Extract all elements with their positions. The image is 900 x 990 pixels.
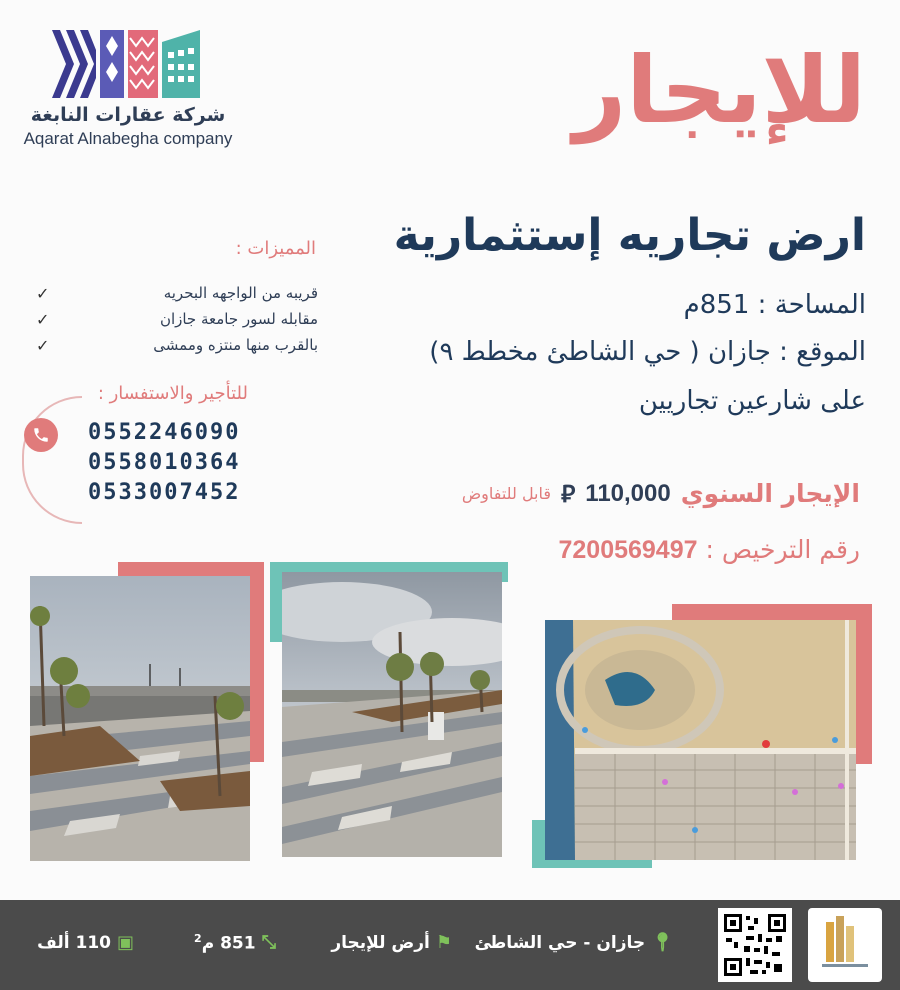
list-item: ✓ مقابله لسور جامعة جازان — [28, 306, 318, 332]
license-number: 7200569497 — [558, 536, 698, 564]
features-title: المميزات : — [235, 238, 316, 259]
map-pin-icon — [762, 740, 770, 748]
area-resize-icon: ⤡ — [261, 932, 276, 954]
negotiable-text: قابل للتفاوض — [461, 484, 552, 503]
check-icon: ✓ — [36, 309, 50, 329]
wallet-icon: ▣ — [116, 932, 134, 953]
license-line — [558, 535, 860, 565]
land-photo-2 — [282, 572, 502, 857]
qr-code[interactable] — [718, 908, 792, 982]
contact-title: للتأجير والاستفسار : — [97, 383, 248, 404]
footer-location: 📍︎ جازان - حي الشاطئ — [474, 932, 674, 953]
land-photo-1 — [30, 576, 250, 861]
company-name-english: Aqarat Alnabegha company — [23, 129, 233, 148]
phone-icon — [24, 418, 58, 452]
rent-label: الإيجار السنوي — [680, 479, 860, 508]
annual-rent — [462, 478, 860, 509]
location-map[interactable] — [545, 620, 856, 860]
saudi-riyal-icon: ⃁ — [561, 480, 576, 508]
contact-arc-decoration — [22, 396, 82, 524]
footer-price: ▣ 110 ألف — [37, 932, 134, 953]
phone-number[interactable]: 0552246090 — [88, 420, 241, 445]
rent-value: 110,000 — [585, 479, 671, 507]
footer-company-logo — [808, 908, 882, 982]
streets-text: على شارعين تجاريين — [638, 386, 866, 416]
area-text: المساحة : 851م — [683, 290, 866, 320]
list-item: ✓ قريبه من الواجهه البحريه — [28, 280, 318, 306]
license-label: رقم الترخيص : — [705, 535, 860, 564]
features-list — [28, 280, 318, 358]
company-logo-mark — [52, 28, 202, 100]
map-marker-icon: 📍︎ — [651, 932, 674, 953]
phone-list — [88, 420, 240, 510]
footer-property-type: ⚑ أرض للإيجار — [331, 932, 452, 953]
location-text: الموقع : جازان ( حي الشاطئ مخطط ٩) — [429, 337, 866, 367]
footer-area: ⤡ 851 م$^2$ — [194, 932, 276, 954]
company-name-arabic: شركة عقارات النابغة — [30, 104, 226, 126]
flag-icon: ⚑ — [435, 932, 452, 953]
check-icon: ✓ — [36, 335, 50, 355]
phone-number[interactable]: 0533007452 — [88, 480, 241, 505]
listing-title: ارض تجاريه إستثمارية — [393, 210, 866, 261]
for-rent-headline: للإيجار — [573, 37, 866, 144]
phone-number[interactable]: 0558010364 — [88, 450, 241, 475]
check-icon: ✓ — [36, 283, 50, 303]
list-item: ✓ بالقرب منها منتزه وممشى — [28, 332, 318, 358]
